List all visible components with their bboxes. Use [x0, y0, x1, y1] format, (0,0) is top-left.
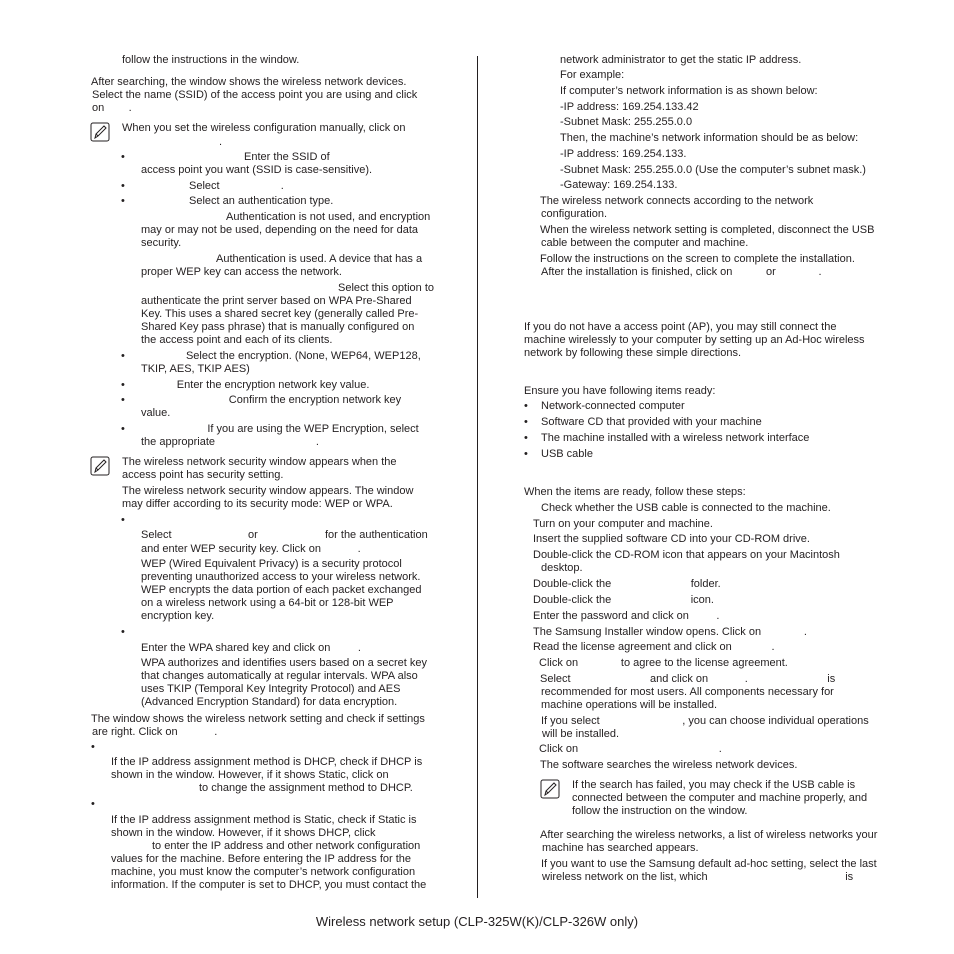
text-line: -Gateway: 169.254.133.	[560, 179, 678, 191]
text-line: machine has searched appears.	[542, 842, 699, 854]
text-line: For example:	[560, 69, 625, 81]
note-text: If the search has failed, you may check if the USB cable is	[572, 779, 856, 791]
text-line: machine operations will be installed.	[541, 699, 718, 711]
text-line: Then, the machine’s network information should be as below:	[560, 132, 859, 144]
text-line: The window shows the wireless network setting and check if settings	[91, 713, 425, 725]
column-divider	[477, 56, 478, 898]
text-line: to enter the IP address and other network configuration	[152, 840, 421, 852]
bullet-item: • Select an authentication type.	[121, 195, 334, 207]
text-line: proper WEP key can access the network.	[141, 266, 342, 278]
step-item: Insert the supplied software CD into your CD-ROM drive.	[533, 533, 810, 545]
note-text: connected between the computer and machine properly, and	[572, 792, 868, 804]
text-line: Key. This uses a shared secret key (generally called Pre-	[141, 308, 419, 320]
text-line: WEP (Wired Equivalent Privacy) is a security protocol	[141, 558, 402, 570]
text-line: WEP encrypts the data portion of each packet exchanged	[141, 584, 422, 596]
list-item: USB cable	[541, 448, 593, 460]
text-line: follow the instructions in the window.	[122, 54, 300, 66]
text-line: (Advanced Encryption Standard) for data encryption.	[141, 696, 398, 708]
bullet-marker: •	[524, 416, 528, 428]
text-line: The wireless network security window appears. The window	[122, 485, 414, 497]
step-item: Click on .	[539, 743, 722, 755]
text-line: network by following these simple directions.	[524, 347, 742, 359]
text-line: -IP address: 169.254.133.42	[560, 101, 699, 113]
bullet-item: •	[91, 798, 95, 810]
list-item: The machine installed with a wireless network interface	[541, 432, 810, 444]
step-item: Check whether the USB cable is connected to the machine.	[541, 502, 831, 514]
text-line: and enter WEP security key. Click on .	[141, 543, 361, 555]
text-line: WPA authorizes and identifies users based on a secret key	[141, 657, 427, 669]
text-line: Authentication is not used, and encryption	[226, 211, 431, 223]
text-line: recommended for most users. All components necessary for	[541, 686, 834, 698]
text-line: If you want to use the Samsung default ad-hoc setting, select the last	[541, 858, 877, 870]
bullet-item: •	[121, 626, 125, 638]
text-line: If the IP address assignment method is DHCP, check if DHCP is	[111, 756, 423, 768]
step-item: Read the license agreement and click on .	[533, 641, 775, 653]
bullet-item: • Select the encryption. (None, WEP64, WEP128,	[121, 350, 421, 362]
text-line: Ensure you have following items ready:	[524, 385, 716, 397]
step-item: The Samsung Installer window opens. Click on .	[533, 626, 807, 638]
text-line: uses TKIP (Temporal Key Integrity Protocol) and AES	[141, 683, 401, 695]
text-line: shown in the window. However, if it shows DHCP, click	[111, 827, 376, 839]
text-line: If you do not have a access point (AP), you may still connect the	[524, 321, 837, 333]
text-line: desktop.	[541, 562, 583, 574]
text-line: value.	[141, 407, 171, 419]
text-line: .	[219, 136, 223, 148]
text-line: Select the name (SSID) of the access point you are using and click	[92, 89, 418, 101]
bullet-item: • If you are using the WEP Encryption, select	[121, 423, 419, 435]
text-line: that changes automatically at regular intervals. WPA also	[141, 670, 418, 682]
note-text: When you set the wireless configuration manually, click on	[122, 122, 406, 134]
note-text: access point has security setting.	[122, 469, 284, 481]
text-line: If you select , you can choose individual operations	[541, 715, 869, 727]
text-line: encryption key.	[141, 610, 215, 622]
list-item: Software CD that provided with your machine	[541, 416, 762, 428]
text-line: Shared Key pass phrase) that is manually configured on	[141, 321, 415, 333]
text-line: The wireless network connects according to the network	[540, 195, 814, 207]
text-line: TKIP, AES, TKIP AES)	[141, 363, 250, 375]
text-line: -IP address: 169.254.133.	[560, 148, 687, 160]
text-line: network administrator to get the static IP address.	[560, 54, 802, 66]
text-line: on a wireless network using a 64-bit or 128-bit WEP	[141, 597, 394, 609]
step-item: Double-click the folder.	[533, 578, 721, 590]
bullet-marker: •	[524, 432, 528, 444]
step-item: Double-click the icon.	[533, 594, 714, 606]
text-line: to change the assignment method to DHCP.	[199, 782, 413, 794]
step-item: Enter the password and click on .	[533, 610, 720, 622]
text-line: the appropriate .	[141, 436, 319, 448]
bullet-item: •	[91, 741, 95, 753]
text-line: values for the machine. Before entering the IP address for the	[111, 853, 412, 865]
note-icon	[540, 779, 560, 799]
bullet-item: • Select .	[121, 180, 284, 192]
step-item: Double-click the CD-ROM icon that appears on your Macintosh	[533, 549, 840, 561]
text-line: After searching, the window shows the wireless network devices.	[91, 76, 407, 88]
text-line: the access point and each of its clients.	[141, 334, 333, 346]
text-line: wireless network on the list, which is	[542, 871, 854, 883]
note-icon	[90, 122, 110, 142]
text-line: The software searches the wireless network devices.	[540, 759, 798, 771]
text-line: preventing unauthorized access to your wireless network.	[141, 571, 421, 583]
step-item: Select and click on . is	[540, 673, 836, 685]
text-line: Enter the WPA shared key and click on .	[141, 642, 361, 654]
text-line: authenticate the print server based on WPA Pre-Shared	[141, 295, 412, 307]
text-line: may differ according to its security mode: WEP or WPA.	[122, 498, 393, 510]
list-item: Network-connected computer	[541, 400, 685, 412]
text-line: Select or for the authentication	[141, 529, 428, 541]
bullet-item: •	[121, 514, 125, 526]
text-line: When the items are ready, follow these steps:	[524, 486, 746, 498]
step-item: Turn on your computer and machine.	[533, 518, 713, 530]
text-line: When the wireless network setting is completed, disconnect the USB	[540, 224, 875, 236]
text-line: configuration.	[541, 208, 608, 220]
text-line: shown in the window. However, if it shows Static, click on	[111, 769, 389, 781]
text-line: -Subnet Mask: 255.255.0.0 (Use the computer’s subnet mask.)	[560, 164, 866, 176]
text-line: on .	[92, 102, 132, 114]
text-line: If computer’s network information is as shown below:	[560, 85, 818, 97]
bullet-item: • Confirm the encryption network key	[121, 394, 402, 406]
text-line: information. If the computer is set to DHCP, you must contact the	[111, 879, 427, 891]
note-text: The wireless network security window appears when the	[122, 456, 397, 468]
bullet-item: • Enter the SSID of	[121, 151, 330, 163]
text-line: machine wirelessly to your computer by setting up an Ad-Hoc wireless	[524, 334, 865, 346]
text-line: -Subnet Mask: 255.255.0.0	[560, 116, 693, 128]
note-text: follow the instruction on the window.	[572, 805, 748, 817]
text-line: access point you want (SSID is case-sensitive).	[141, 164, 373, 176]
text-line: After searching the wireless networks, a list of wireless networks your	[540, 829, 878, 841]
bullet-marker: •	[524, 400, 528, 412]
bullet-item: • Enter the encryption network key value.	[121, 379, 370, 391]
text-line: may or may not be used, depending on the need for data	[141, 224, 419, 236]
text-line: Follow the instructions on the screen to complete the installation.	[540, 253, 855, 265]
step-item: Click on to agree to the license agreement.	[539, 657, 788, 669]
text-line: cable between the computer and machine.	[541, 237, 749, 249]
text-line: If the IP address assignment method is Static, check if Static is	[111, 814, 417, 826]
note-icon	[90, 456, 110, 476]
text-line: security.	[141, 237, 182, 249]
page-footer: Wireless network setup (CLP-325W(K)/CLP-326W only)	[315, 914, 639, 929]
text-line: will be installed.	[542, 728, 620, 740]
text-line: Select this option to	[338, 282, 435, 294]
text-line: machine, you must know the computer’s network configuration	[111, 866, 416, 878]
text-line: are right. Click on .	[92, 726, 218, 738]
text-line: After the installation is finished, click on or .	[541, 266, 822, 278]
text-line: Authentication is used. A device that has a	[216, 253, 423, 265]
bullet-marker: •	[524, 448, 528, 460]
